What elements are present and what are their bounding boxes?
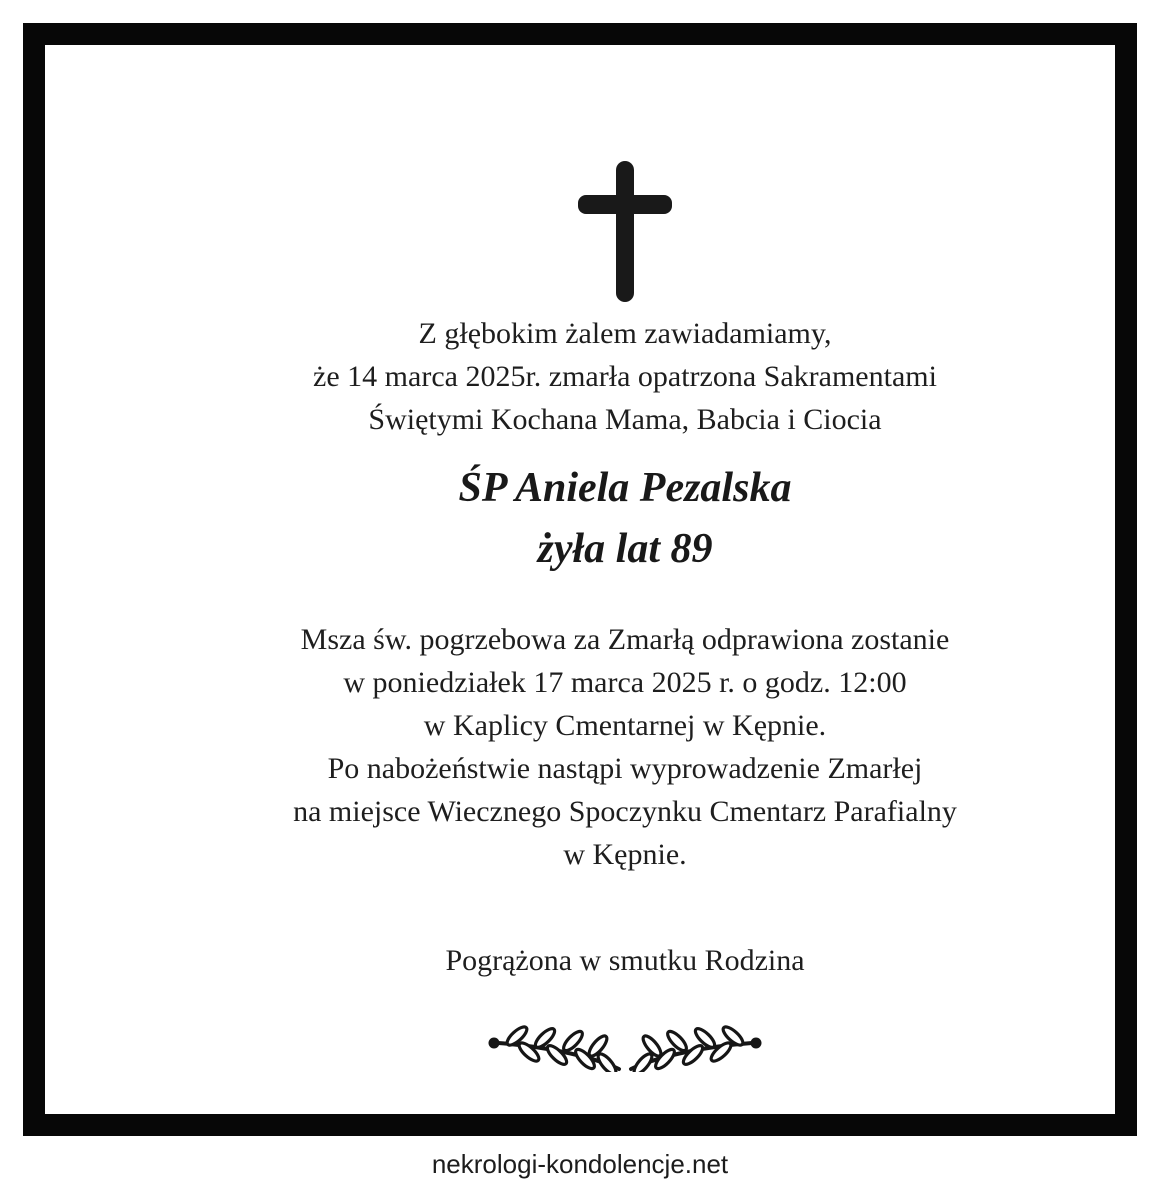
cross-icon: [90, 161, 1160, 302]
details-line: w poniedziałek 17 marca 2025 r. o godz. 12:00: [343, 666, 907, 699]
intro-line: Z głębokim żalem zawiadamiamy,: [418, 317, 832, 350]
details-line: w Kępnie.: [563, 838, 687, 871]
laurel-divider-icon: [90, 1022, 1160, 1072]
details-line: na miejsce Wiecznego Spoczynku Cmentarz Parafialny: [293, 795, 957, 828]
deceased-name-block: [90, 458, 1160, 580]
funeral-details-paragraph: [90, 618, 1160, 876]
deceased-age: żyła lat 89: [537, 526, 713, 572]
intro-paragraph: [90, 312, 1160, 441]
site-watermark: nekrologi-kondolencje.net: [431, 1149, 729, 1179]
obituary-content: [90, 90, 1160, 1159]
intro-line: Świętymi Kochana Mama, Babcia i Ciocia: [368, 403, 882, 436]
details-line: Po nabożeństwie nastąpi wyprowadzenie Zmarłej: [327, 752, 923, 785]
obituary-card-frame: [23, 23, 1137, 1136]
intro-line: że 14 marca 2025r. zmarła opatrzona Sakramentami: [313, 360, 937, 393]
details-line: w Kaplicy Cmentarnej w Kępnie.: [423, 709, 827, 742]
deceased-name: ŚP Aniela Pezalska: [458, 465, 792, 511]
details-line: Msza św. pogrzebowa za Zmarłą odprawiona zostanie: [300, 623, 950, 656]
family-signature: Pogrążona w smutku Rodzina: [445, 944, 805, 977]
